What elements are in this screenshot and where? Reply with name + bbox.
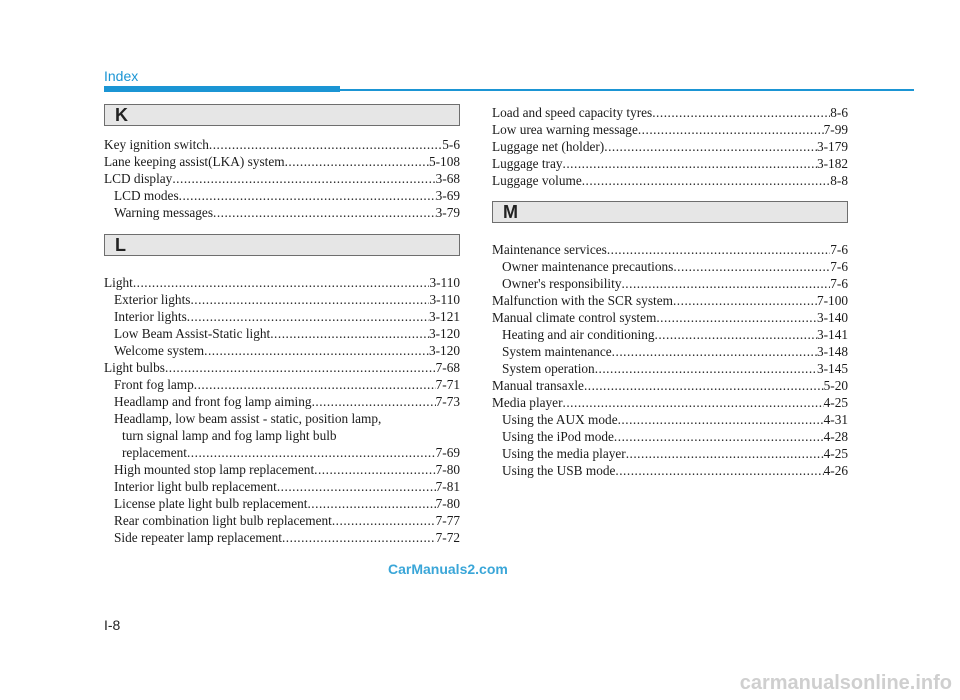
index-subentry[interactable]: Interior light bulb replacement ..... 7-81	[104, 478, 460, 495]
section-letter: K	[115, 105, 128, 125]
section-header-l	[104, 234, 460, 256]
section-header-k	[104, 104, 460, 126]
index-entry[interactable]: Media player ..... 4-25	[492, 394, 848, 411]
index-entry[interactable]: Load and speed capacity tyres ..... 8-6	[492, 104, 848, 121]
index-entry[interactable]: Light ..... 3-110	[104, 274, 460, 291]
index-entry[interactable]: Luggage volume ..... 8-8	[492, 172, 848, 189]
index-subentry[interactable]: Low Beam Assist-Static light ..... 3-120	[104, 325, 460, 342]
index-subentry[interactable]: Headlamp and front fog lamp aiming ..... 7-73	[104, 393, 460, 410]
index-entry[interactable]: Low urea warning message ..... 7-99	[492, 121, 848, 138]
index-subentry[interactable]: Warning messages ..... 3-79	[104, 204, 460, 221]
index-subentry[interactable]: LCD modes ..... 3-69	[104, 187, 460, 204]
index-column-left	[104, 104, 460, 546]
index-entry[interactable]: Luggage net (holder) ..... 3-179	[492, 138, 848, 155]
index-subentry[interactable]: replacement ..... 7-69	[104, 444, 460, 461]
section-letter: L	[115, 235, 126, 255]
index-subentry[interactable]: High mounted stop lamp replacement ..... 7-80	[104, 461, 460, 478]
index-entry[interactable]: Malfunction with the SCR system ..... 7-100	[492, 292, 848, 309]
header-rule-accent	[104, 86, 340, 92]
index-entry[interactable]: Light bulbs ..... 7-68	[104, 359, 460, 376]
section-header-m	[492, 201, 848, 223]
index-entry[interactable]: Key ignition switch ..... 5-6	[104, 136, 460, 153]
site-watermark: carmanualsonline.info	[739, 672, 952, 694]
section-letter: M	[503, 202, 518, 222]
watermark-link[interactable]: CarManuals2.com	[388, 561, 508, 577]
index-subentry[interactable]: Rear combination light bulb replacement ..... 7-77	[104, 512, 460, 529]
index-subentry[interactable]: System maintenance ..... 3-148	[492, 343, 848, 360]
index-column-right	[492, 104, 848, 479]
index-subentry[interactable]: Exterior lights ..... 3-110	[104, 291, 460, 308]
index-subentry[interactable]: Heating and air conditioning ..... 3-141	[492, 326, 848, 343]
index-subentry[interactable]: Welcome system ..... 3-120	[104, 342, 460, 359]
index-subentry[interactable]: Using the iPod mode ..... 4-28	[492, 428, 848, 445]
index-subentry[interactable]: Using the media player ..... 4-25	[492, 445, 848, 462]
page-title: Index	[104, 68, 139, 84]
index-subentry[interactable]: Owner's responsibility ..... 7-6	[492, 275, 848, 292]
index-entry[interactable]: Maintenance services ..... 7-6	[492, 241, 848, 258]
index-subentry[interactable]: License plate light bulb replacement ..... 7-80	[104, 495, 460, 512]
index-subentry[interactable]: Using the AUX mode ..... 4-31	[492, 411, 848, 428]
index-subentry[interactable]: Owner maintenance precautions ..... 7-6	[492, 258, 848, 275]
index-entry[interactable]: Manual climate control system ..... 3-140	[492, 309, 848, 326]
index-entry[interactable]: LCD display ..... 3-68	[104, 170, 460, 187]
index-subentry[interactable]: Side repeater lamp replacement ..... 7-72	[104, 529, 460, 546]
index-subentry[interactable]: Front fog lamp ..... 7-71	[104, 376, 460, 393]
index-subentry[interactable]: System operation ..... 3-145	[492, 360, 848, 377]
index-entry[interactable]: Luggage tray ..... 3-182	[492, 155, 848, 172]
index-subentry[interactable]: Interior lights ..... 3-121	[104, 308, 460, 325]
index-subentry-line[interactable]: Headlamp, low beam assist - static, position lamp,	[114, 411, 382, 426]
index-entry[interactable]: Manual transaxle ..... 5-20	[492, 377, 848, 394]
header-rule	[340, 89, 914, 91]
index-subentry-line: turn signal lamp and fog lamp light bulb	[122, 428, 337, 443]
page-number: I-8	[104, 617, 121, 633]
index-entry[interactable]: Lane keeping assist(LKA) system ..... 5-108	[104, 153, 460, 170]
index-subentry[interactable]: Using the USB mode ..... 4-26	[492, 462, 848, 479]
